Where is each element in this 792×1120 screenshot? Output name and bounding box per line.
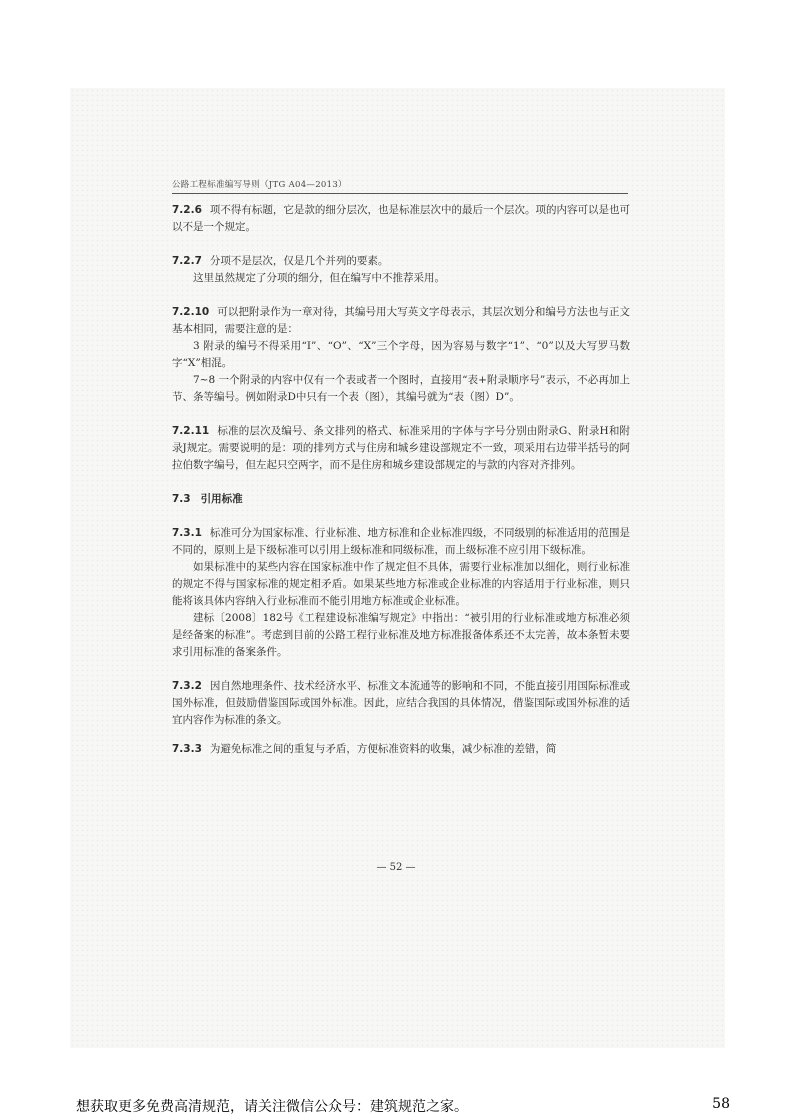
clause-number: 7.2.10 [172, 306, 210, 318]
clause-7-2-11 [172, 423, 630, 474]
footer [76, 1096, 730, 1116]
clause-text: 标准的层次及编号、条文排列的格式、标准采用的字体与字号分别由附录G、附录H和附录J规定。需要说明的是：项的排列方式与住房和城乡建设部规定不一致，项采用右边带半括号的阿拉伯数字编号，但左起只空两字，而不是住房和城乡建设部规定的与款的内容对齐排列。 [172, 425, 630, 471]
section-heading [172, 491, 630, 508]
footer-text: 想获取更多免费高清规范，请关注微信公众号：建筑规范之家。 [76, 1099, 468, 1115]
clause-number: 7.3.2 [172, 680, 202, 692]
paragraph: 如果标准中的某些内容在国家标准中作了规定但不具体，需要行业标准加以细化，则行业标准的规定不得与国家标准的规定相矛盾。如果某些地方标准或企业标准的内容适用于行业标准，则只能将该具体内容纳入行业标准而不能引用地方标准或企业标准。 [172, 561, 630, 607]
page-number: — 52 — [376, 862, 416, 873]
clause-number: 7.2.11 [172, 425, 210, 437]
header-rule [172, 193, 628, 194]
clause-number: 7.2.6 [172, 204, 202, 216]
clause-7-3-3 [172, 741, 630, 758]
clause-7-2-6 [172, 202, 630, 236]
clause-7-3-2 [172, 678, 630, 729]
running-head: 公路工程标准编写导则（JTG A04—2013） [172, 180, 347, 190]
clause-number: 7.3.1 [172, 527, 202, 539]
paragraph: 7~8 一个附录的内容中仅有一个表或者一个图时，直接用“表+附录顺序号”表示，不必再加上节、条等编号。例如附录D中只有一个表（图），其编号就为“表（图）D”。 [172, 374, 630, 403]
clause-text: 标准可分为国家标准、行业标准、地方标准和企业标准四级，不同级别的标准适用的范围是不同的，原则上是下级标准可以引用上级标准和同级标准，而上级标准不应引用下级标准。 [172, 527, 630, 556]
clause-number: 7.2.7 [172, 255, 202, 267]
clause-text: 分项不是层次，仅是几个并列的要素。 [209, 255, 389, 267]
clause-text: 为避免标准之间的重复与矛盾，方便标准资料的收集，减少标准的差错，简 [209, 743, 557, 755]
footer-page-number: 58 [712, 1096, 730, 1112]
clause-7-2-7 [172, 253, 630, 270]
section-title: 引用标准 [200, 493, 243, 505]
paragraph: 这里虽然规定了分项的细分，但在编写中不推荐采用。 [193, 272, 445, 284]
clause-text: 因自然地理条件、技术经济水平、标准文本流通等的影响和不同，不能直接引用国际标准或国外标准，但鼓励借鉴国际或国外标准。因此，应结合我国的具体情况，借鉴国际或国外标准的适宜内容作为标准的条文。 [172, 680, 630, 726]
clause-text: 项不得有标题，它是款的细分层次，也是标准层次中的最后一个层次。项的内容可以是也可以不是一个规定。 [172, 204, 630, 233]
clause-7-2-10 [172, 304, 630, 338]
paragraph: 建标〔2008〕182号《工程建设标准编写规定》中指出：“被引用的行业标准或地方标准必须是经备案的标准”。考虑到目前的公路工程行业标准及地方标准报备体系还不太完善，故本条暂未要求引用标准的备案条件。 [172, 612, 630, 658]
page-body [172, 202, 630, 758]
paragraph: 3 附录的编号不得采用“I”、“O”、“X”三个字母，因为容易与数字“1”、“0”以及大写罗马数字“X”相混。 [172, 340, 630, 369]
section-number: 7.3 [172, 493, 191, 505]
clause-7-3-1 [172, 525, 630, 559]
clause-text: 可以把附录作为一章对待，其编号用大写英文字母表示，其层次划分和编号方法也与正文基本相同，需要注意的是： [172, 306, 630, 335]
clause-number: 7.3.3 [172, 743, 202, 755]
